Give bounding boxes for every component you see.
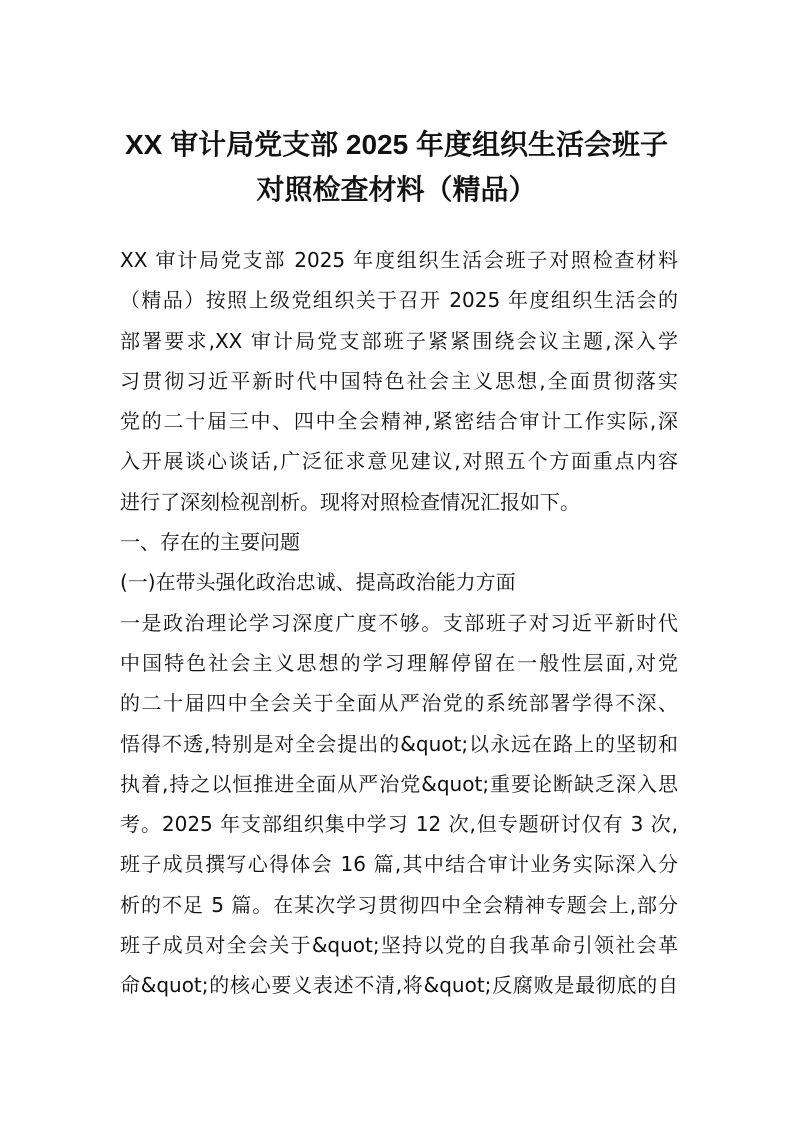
text-line: 进行了深刻检视剖析。现将对照检查情况汇报如下。 — [120, 489, 580, 514]
text-line: 执着,持之以恒推进全面从严治党&quot;重要论断缺乏深入思 — [120, 771, 678, 796]
text-line: 中国特色社会主义思想的学习理解停留在一般性层面,对党 — [120, 650, 678, 675]
text-line: （精品）按照上级党组织关于召开 2025 年度组织生活会的 — [120, 288, 678, 313]
text-line: 班子成员撰写心得体会 16 篇,其中结合审计业务实际深入分 — [120, 852, 678, 877]
text-line: 部署要求,XX 审计局党支部班子紧紧围绕会议主题,深入学 — [120, 328, 678, 353]
title-line-2: 对照检查材料（精品） — [256, 174, 537, 205]
text-line: 入开展谈心谈话,广泛征求意见建议,对照五个方面重点内容 — [120, 449, 678, 474]
section-heading: 一、存在的主要问题 — [120, 530, 300, 555]
text-line: 悟得不透,特别是对全会提出的&quot;以永远在路上的坚韧和 — [120, 731, 678, 756]
text-line: 析的不足 5 篇。在某次学习贯彻四中全会精神专题会上,部分 — [120, 892, 678, 917]
text-line: 习贯彻习近平新时代中国特色社会主义思想,全面贯彻落实 — [120, 368, 678, 393]
text-line: 命&quot;的核心要义表述不清,将&quot;反腐败是最彻底的自 — [120, 973, 678, 998]
subsection-heading: (一)在带头强化政治忠诚、提高政治能力方面 — [120, 570, 516, 595]
text-line: 党的二十届三中、四中全会精神,紧密结合审计工作实际,深 — [120, 409, 678, 434]
title-line-1: XX 审计局党支部 2025 年度组织生活会班子 — [125, 129, 668, 160]
document-title — [100, 122, 693, 212]
document-body — [120, 240, 678, 1006]
text-line: 一是政治理论学习深度广度不够。支部班子对习近平新时代 — [120, 610, 678, 635]
text-line: 的二十届四中全会关于全面从严治党的系统部署学得不深、 — [120, 691, 678, 716]
text-line: 班子成员对全会关于&quot;坚持以党的自我革命引领社会革 — [120, 933, 678, 958]
text-line: 考。2025 年支部组织集中学习 12 次,但专题研讨仅有 3 次, — [120, 812, 678, 837]
body-paragraph — [120, 603, 678, 1006]
intro-paragraph — [120, 240, 678, 522]
text-line: XX 审计局党支部 2025 年度组织生活会班子对照检查材料 — [120, 248, 678, 272]
